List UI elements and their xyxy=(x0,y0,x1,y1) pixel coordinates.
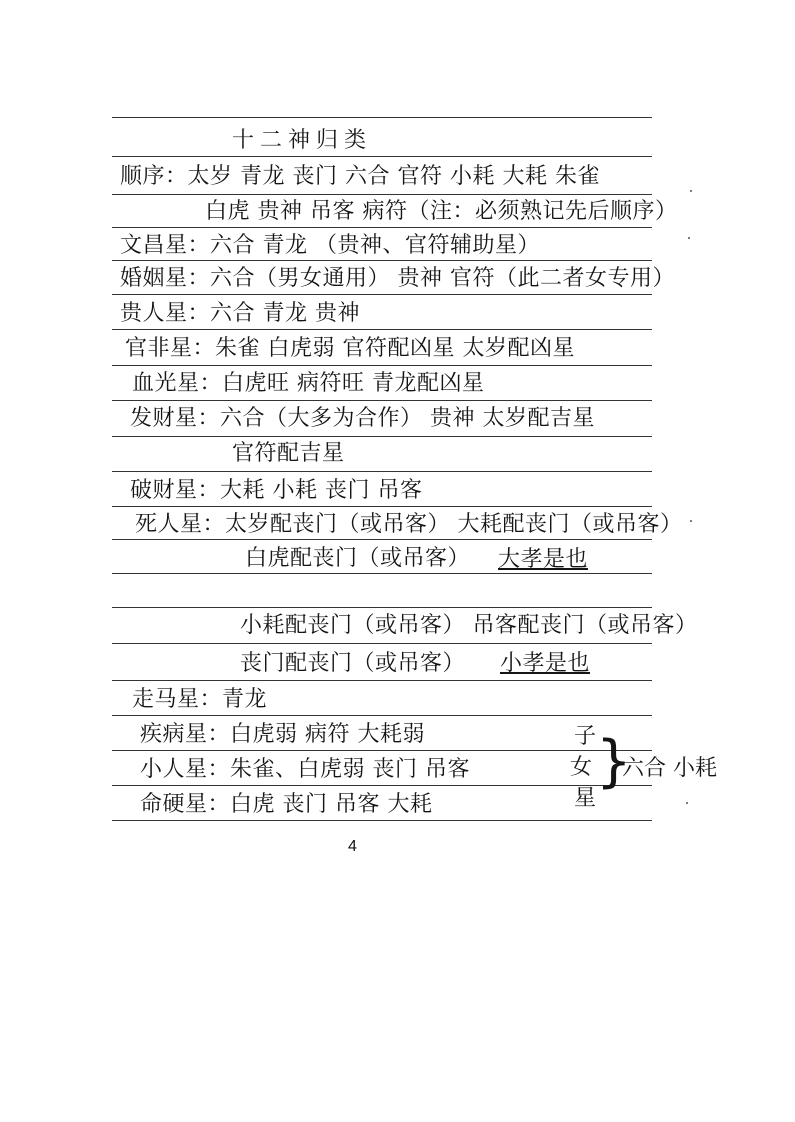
ruled-line xyxy=(112,260,652,261)
ruled-line xyxy=(112,680,652,681)
side-note-label: 六合 小耗 xyxy=(622,756,717,781)
ruled-line xyxy=(112,156,652,157)
text-line-death: 死人星：太岁配丧门（或吊客） 大耗配丧门（或吊客） xyxy=(135,512,683,537)
text-line-travel: 走马星：青龙 xyxy=(132,687,268,712)
stray-mark xyxy=(690,520,692,522)
side-note-brace: } xyxy=(596,729,632,794)
ruled-line xyxy=(112,643,652,644)
ruled-line xyxy=(112,365,652,366)
ruled-line xyxy=(112,436,652,437)
text-line-wealth-cont: 官符配吉星 xyxy=(232,441,345,466)
text-line-lawsuit: 官非星：朱雀 白虎弱 官符配凶星 太岁配凶星 xyxy=(125,336,575,361)
text-line-hardfate: 命硬星：白虎 丧门 吊客 大耗 xyxy=(140,792,433,817)
ruled-line xyxy=(112,715,652,716)
ruled-line xyxy=(112,539,652,540)
ruled-line xyxy=(112,471,652,472)
text-line-marriage: 婚姻星：六合（男女通用） 贵神 官符（此二者女专用） xyxy=(120,266,675,291)
note-big-filial: 大孝是也 xyxy=(498,547,589,572)
note-small-filial: 小孝是也 xyxy=(500,651,591,676)
page-number: 4 xyxy=(348,838,357,855)
ruled-line xyxy=(112,194,652,195)
text-line-bloodshed: 血光星：白虎旺 病符旺 青龙配凶星 xyxy=(132,371,485,396)
text-line-wenchang: 文昌星：六合 青龙 （贵神、官符辅助星） xyxy=(120,233,540,258)
side-note-child: 子 xyxy=(574,724,597,749)
side-note-female: 女 xyxy=(570,755,593,780)
ruled-line xyxy=(112,820,652,821)
text-line-death-cont: 白虎配丧门（或吊客） xyxy=(245,546,471,571)
ruled-line xyxy=(112,294,652,295)
page-title: 十二神归类 xyxy=(232,128,373,153)
ruled-line xyxy=(112,750,652,751)
ruled-line xyxy=(112,400,652,401)
text-line-benefactor: 贵人星：六合 青龙 贵神 xyxy=(120,301,360,326)
text-line-wealth: 发财星：六合（大多为合作） 贵神 太岁配吉星 xyxy=(130,406,595,431)
ruled-line xyxy=(112,607,652,608)
stray-mark xyxy=(688,237,690,239)
text-line-death-2: 小耗配丧门（或吊客） 吊客配丧门（或吊客） xyxy=(240,613,698,638)
stray-mark xyxy=(690,190,692,192)
stray-mark xyxy=(686,802,688,804)
text-line-order: 顺序：太岁 青龙 丧门 六合 官符 小耗 大耗 朱雀 xyxy=(120,164,600,189)
text-line-loss: 破财星：大耗 小耗 丧门 吊客 xyxy=(130,478,423,503)
text-line-illness: 疾病星：白虎弱 病符 大耗弱 xyxy=(140,722,425,747)
ruled-line xyxy=(112,117,652,118)
ruled-line xyxy=(112,573,652,574)
text-line-villain: 小人星：朱雀、白虎弱 丧门 吊客 xyxy=(140,757,470,782)
text-line-death-2-cont: 丧门配丧门（或吊客） xyxy=(240,651,466,676)
text-line-order-cont: 白虎 贵神 吊客 病符（注：必须熟记先后顺序） xyxy=(205,199,678,224)
ruled-line xyxy=(112,329,652,330)
side-note-star: 星 xyxy=(574,786,597,811)
ruled-line xyxy=(112,506,652,507)
ruled-line xyxy=(112,785,652,786)
ruled-line xyxy=(112,227,652,228)
